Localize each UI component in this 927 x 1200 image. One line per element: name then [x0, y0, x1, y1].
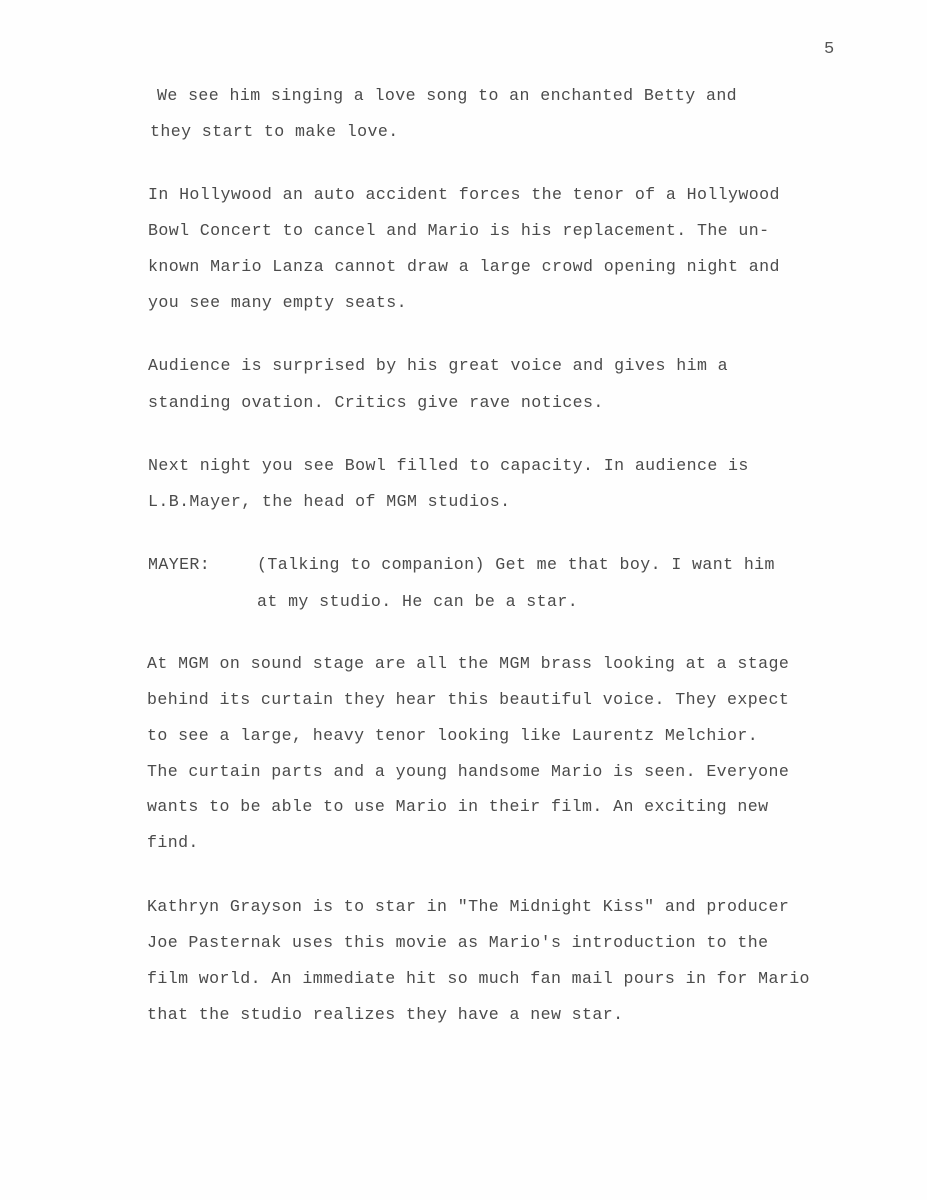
paragraph-6-line-5: wants to be able to use Mario in their film. An exciting new [147, 797, 769, 816]
paragraph-6-line-1: At MGM on sound stage are all the MGM brass looking at a stage [147, 654, 790, 673]
paragraph-7-line-4: that the studio realizes they have a new star. [147, 1005, 624, 1024]
dialogue-speaker: MAYER: [148, 555, 211, 574]
paragraph-6-line-6: find. [147, 833, 199, 852]
paragraph-4-line-2: L.B.Mayer, the head of MGM studios. [148, 492, 511, 511]
paragraph-6-line-4: The curtain parts and a young handsome Mario is seen. Everyone [147, 762, 790, 781]
paragraph-3-line-1: Audience is surprised by his great voice and gives him a [148, 356, 729, 375]
paragraph-2-line-3: known Mario Lanza cannot draw a large crowd opening night and [148, 257, 780, 276]
paragraph-6-line-3: to see a large, heavy tenor looking like Laurentz Melchior. [147, 726, 759, 745]
paragraph-3-line-2: standing ovation. Critics give rave notices. [148, 393, 604, 412]
paragraph-2-line-2: Bowl Concert to cancel and Mario is his replacement. The un- [148, 221, 770, 240]
paragraph-2-line-1: In Hollywood an auto accident forces the tenor of a Hollywood [148, 185, 780, 204]
dialogue-line-2: at my studio. He can be a star. [257, 592, 579, 611]
paragraph-7-line-1: Kathryn Grayson is to star in "The Midnight Kiss" and producer [147, 897, 790, 916]
dialogue-line-1: (Talking to companion) Get me that boy. I want him [257, 555, 775, 574]
paragraph-7-line-2: Joe Pasternak uses this movie as Mario's introduction to the [147, 933, 769, 952]
paragraph-6-line-2: behind its curtain they hear this beautiful voice. They expect [147, 690, 790, 709]
paragraph-7-line-3: film world. An immediate hit so much fan mail pours in for Mario [147, 969, 810, 988]
paragraph-1-line-1: We see him singing a love song to an enchanted Betty and [157, 86, 738, 105]
paragraph-1-line-2: they start to make love. [150, 122, 399, 141]
paragraph-2-line-4: you see many empty seats. [148, 293, 407, 312]
page-number: 5 [824, 40, 835, 59]
paragraph-4-line-1: Next night you see Bowl filled to capacity. In audience is [148, 456, 749, 475]
